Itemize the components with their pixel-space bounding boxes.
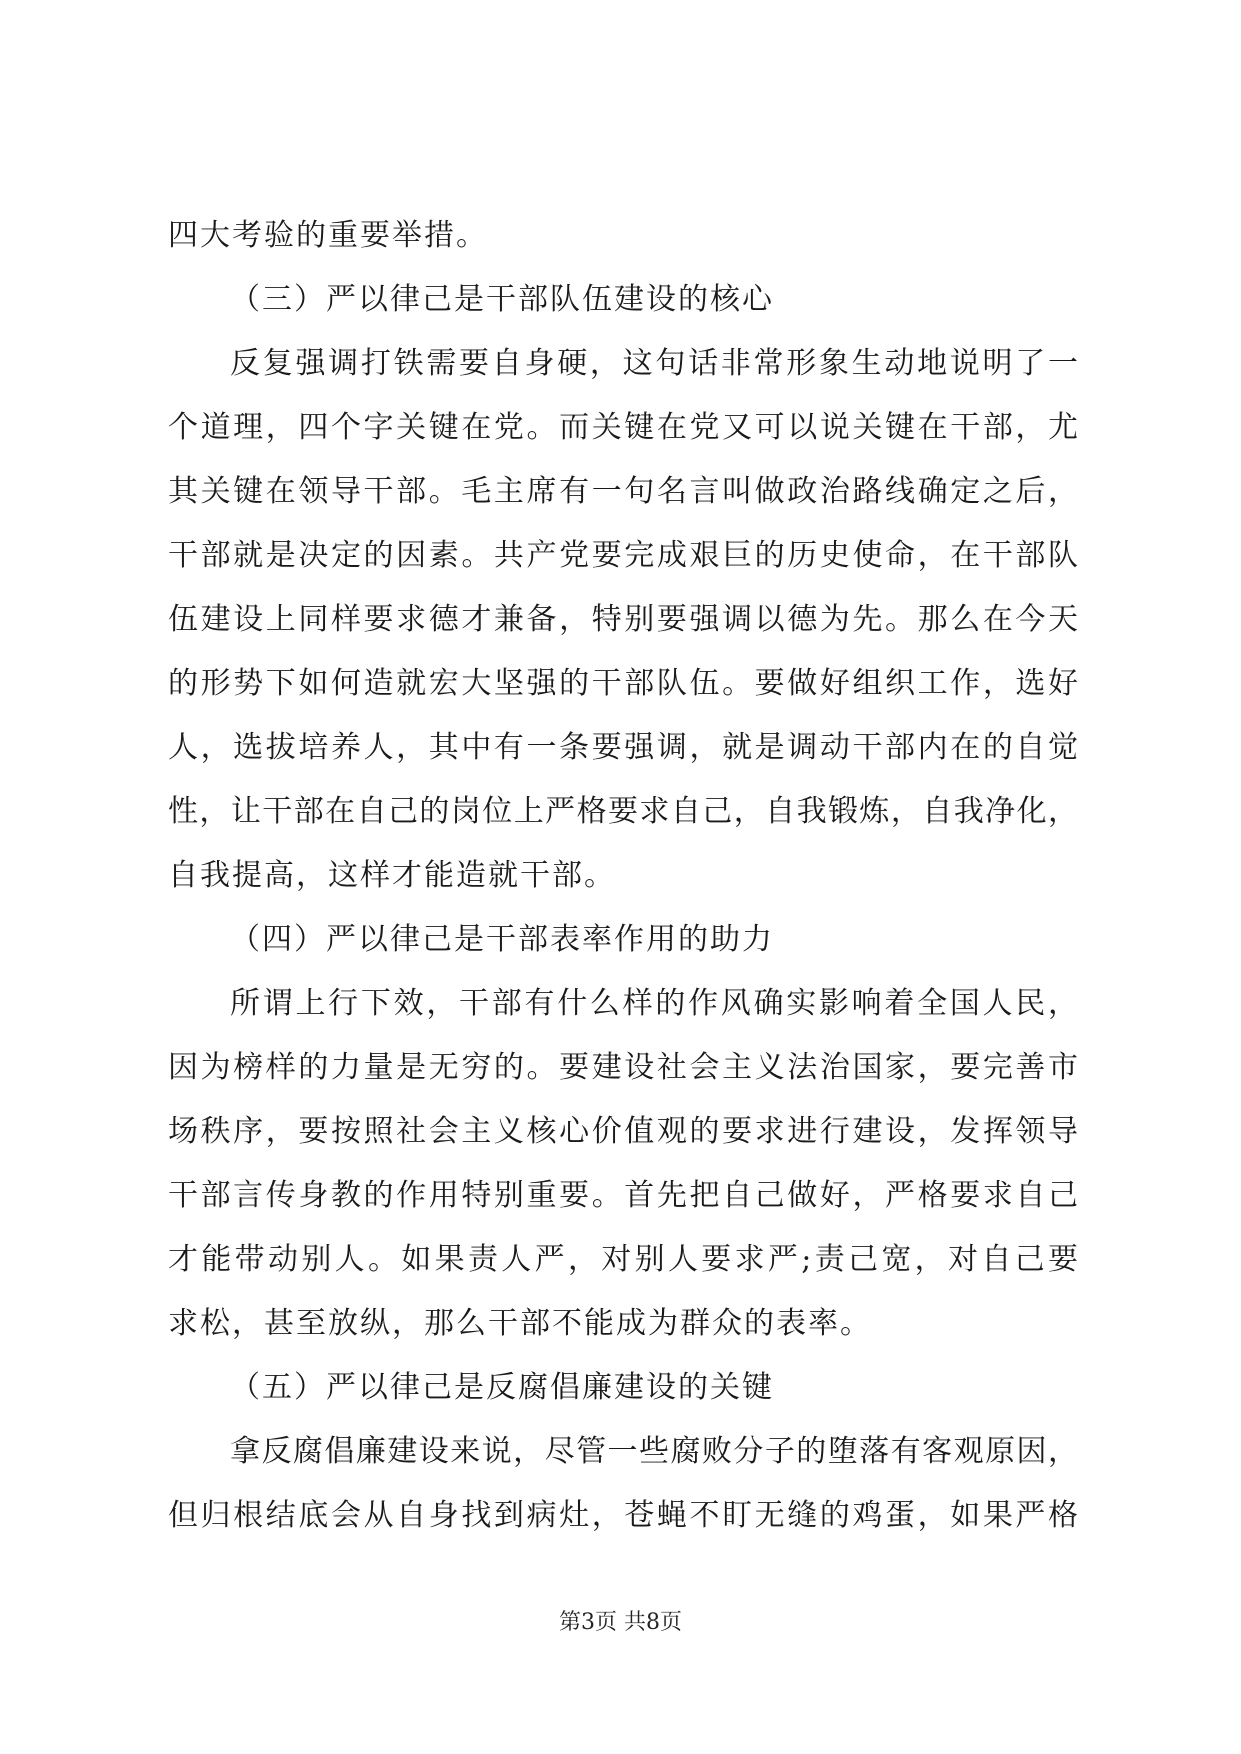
text-line: 干部就是决定的因素。共产党要完成艰巨的历史使命，在干部队 bbox=[168, 538, 1078, 573]
paragraph-first-line: 反复强调打铁需要自身硬，这句话非常形象生动地说明了一 bbox=[230, 346, 1078, 381]
text-line: 才能带动别人。如果责人严，对别人要求严;责己宽，对自己要 bbox=[168, 1242, 1078, 1277]
text-line: 求松，甚至放纵，那么干部不能成为群众的表率。 bbox=[168, 1306, 872, 1341]
page-number-footer: 第3页 共8页 bbox=[559, 1610, 682, 1635]
paragraph-first-line: 拿反腐倡廉建设来说，尽管一些腐败分子的堕落有客观原因， bbox=[230, 1434, 1078, 1469]
section-heading: （五）严以律己是反腐倡廉建设的关键 bbox=[230, 1370, 774, 1405]
section-heading: （四）严以律己是干部表率作用的助力 bbox=[230, 922, 774, 957]
text-line: 的形势下如何造就宏大坚强的干部队伍。要做好组织工作，选好 bbox=[168, 666, 1078, 701]
text-line: 但归根结底会从自身找到病灶，苍蝇不盯无缝的鸡蛋，如果严格 bbox=[168, 1498, 1078, 1533]
text-line: 个道理，四个字关键在党。而关键在党又可以说关键在干部，尤 bbox=[168, 410, 1078, 445]
document-body bbox=[168, 204, 1078, 1548]
text-line: 四大考验的重要举措。 bbox=[168, 218, 488, 253]
text-line: 伍建设上同样要求德才兼备，特别要强调以德为先。那么在今天 bbox=[168, 602, 1078, 637]
text-line: 场秩序，要按照社会主义核心价值观的要求进行建设，发挥领导 bbox=[168, 1114, 1078, 1149]
paragraph-first-line: 所谓上行下效，干部有什么样的作风确实影响着全国人民， bbox=[230, 986, 1078, 1021]
text-line: 因为榜样的力量是无穷的。要建设社会主义法治国家，要完善市 bbox=[168, 1050, 1078, 1085]
section-heading: （三）严以律己是干部队伍建设的核心 bbox=[230, 282, 774, 317]
text-line: 自我提高，这样才能造就干部。 bbox=[168, 858, 616, 893]
text-line: 性，让干部在自己的岗位上严格要求自己，自我锻炼，自我净化， bbox=[168, 794, 1078, 829]
text-line: 其关键在领导干部。毛主席有一句名言叫做政治路线确定之后， bbox=[168, 474, 1078, 509]
text-line: 人，选拔培养人，其中有一条要强调，就是调动干部内在的自觉 bbox=[168, 730, 1078, 765]
text-line: 干部言传身教的作用特别重要。首先把自己做好，严格要求自己 bbox=[168, 1178, 1078, 1213]
